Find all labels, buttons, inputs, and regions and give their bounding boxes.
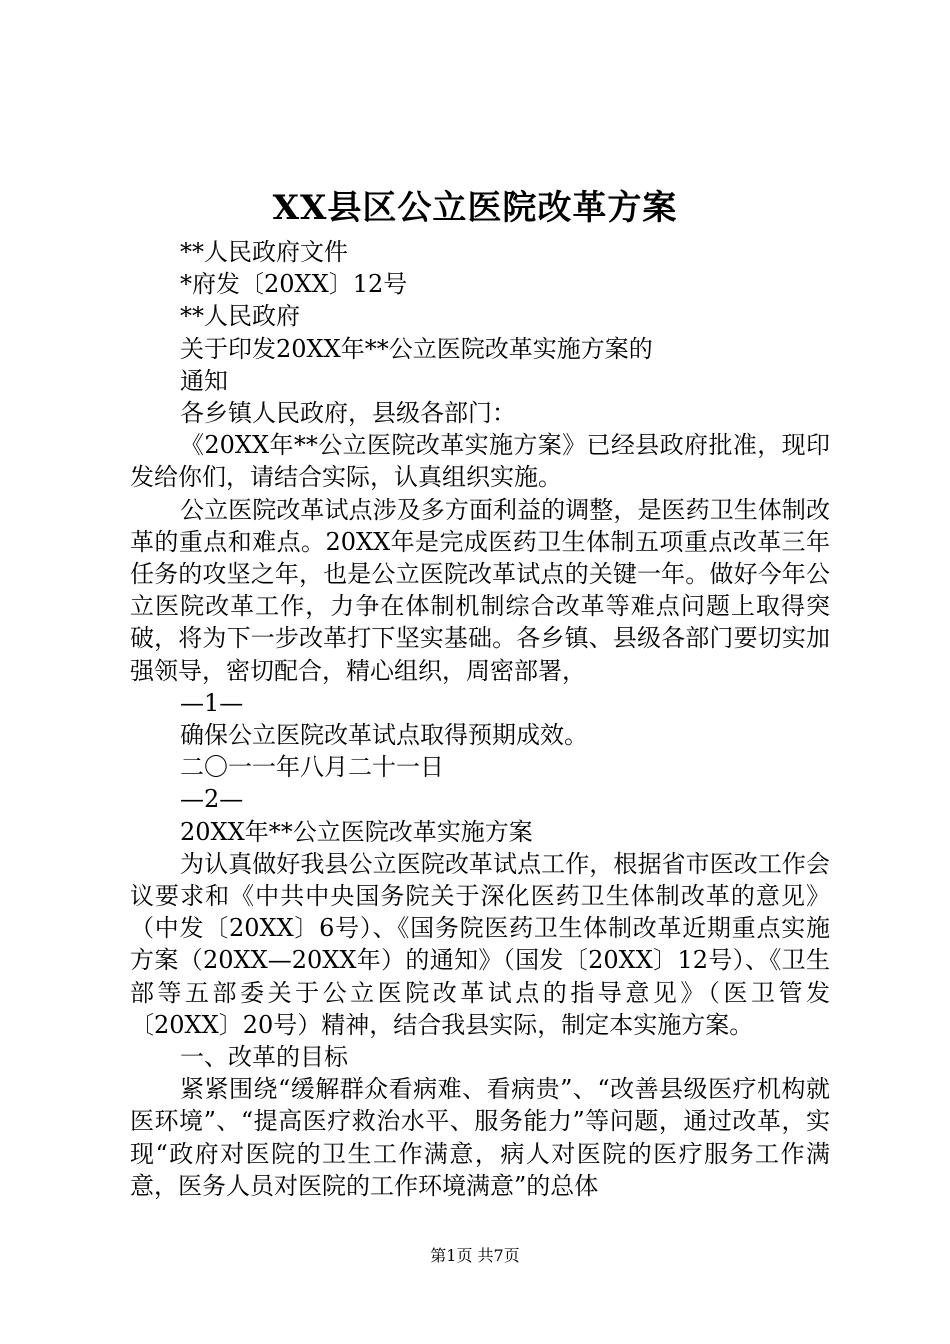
document-body — [130, 236, 830, 1202]
page-marker: —1— — [180, 688, 244, 717]
issuer-name: **人民政府 — [180, 302, 300, 331]
issuer-heading: **人民政府文件 — [180, 238, 348, 266]
paragraph: 公立医院改革试点涉及多方面利益的调整，是医药卫生体制改革的重点和难点。20XX年是完成医药卫生体制五项重点改革三年任务的攻坚之年，也是公立医院改革试点的关键一年。做好今年公立医院改革工作，力争在体制机制综合改革等难点问题上取得突破，将为下一步改革打下坚实基础。各乡镇、县级各部门要切实加强领导，密切配合，精心组织，周密部署， — [130, 495, 830, 685]
document-number: *府发〔20XX〕12号 — [180, 270, 408, 299]
salutation: 各乡镇人民政府，县级各部门： — [180, 399, 516, 428]
plan-title: 20XX年**公立医院改革实施方案 — [180, 817, 533, 846]
section-heading: 一、改革的目标 — [180, 1043, 348, 1072]
paragraph: 紧紧围绕“缓解群众看病难、看病贵”、“改善县级医疗机构就医环境”、“提高医疗救治水平、服务能力”等问题，通过改革，实现“政府对医院的卫生工作满意，病人对医院的医疗服务工作满意，医务人员对医院的工作环境满意”的总体 — [130, 1075, 830, 1200]
paragraph: 为认真做好我县公立医院改革试点工作，根据省市医改工作会议要求和《中共中央国务院关于深化医药卫生体制改革的意见》（中发〔20XX〕6号）、《国务院医药卫生体制改革近期重点实施方案（20XX—20XX年）的通知》（国发〔20XX〕12号）、《卫生部等五部委关于公立医院改革试点的指导意见》（医卫管发〔20XX〕20号）精神，结合我县实际，制定本实施方案。 — [130, 849, 830, 1039]
notice-title-line-2: 通知 — [180, 366, 228, 395]
page-footer: 第1页 共7页 — [430, 1246, 520, 1265]
paragraph: 确保公立医院改革试点取得预期成效。 — [180, 721, 588, 750]
notice-title-line-1: 关于印发20XX年**公立医院改革实施方案的 — [180, 334, 653, 363]
issue-date: 二〇一一年八月二十一日 — [180, 753, 444, 782]
paragraph: 《20XX年**公立医院改革实施方案》已经县政府批准，现印发给你们，请结合实际，认真组织实施。 — [130, 431, 830, 492]
page-marker: —2— — [180, 785, 244, 814]
document-title: XX县区公立医院改革方案 — [272, 188, 678, 228]
